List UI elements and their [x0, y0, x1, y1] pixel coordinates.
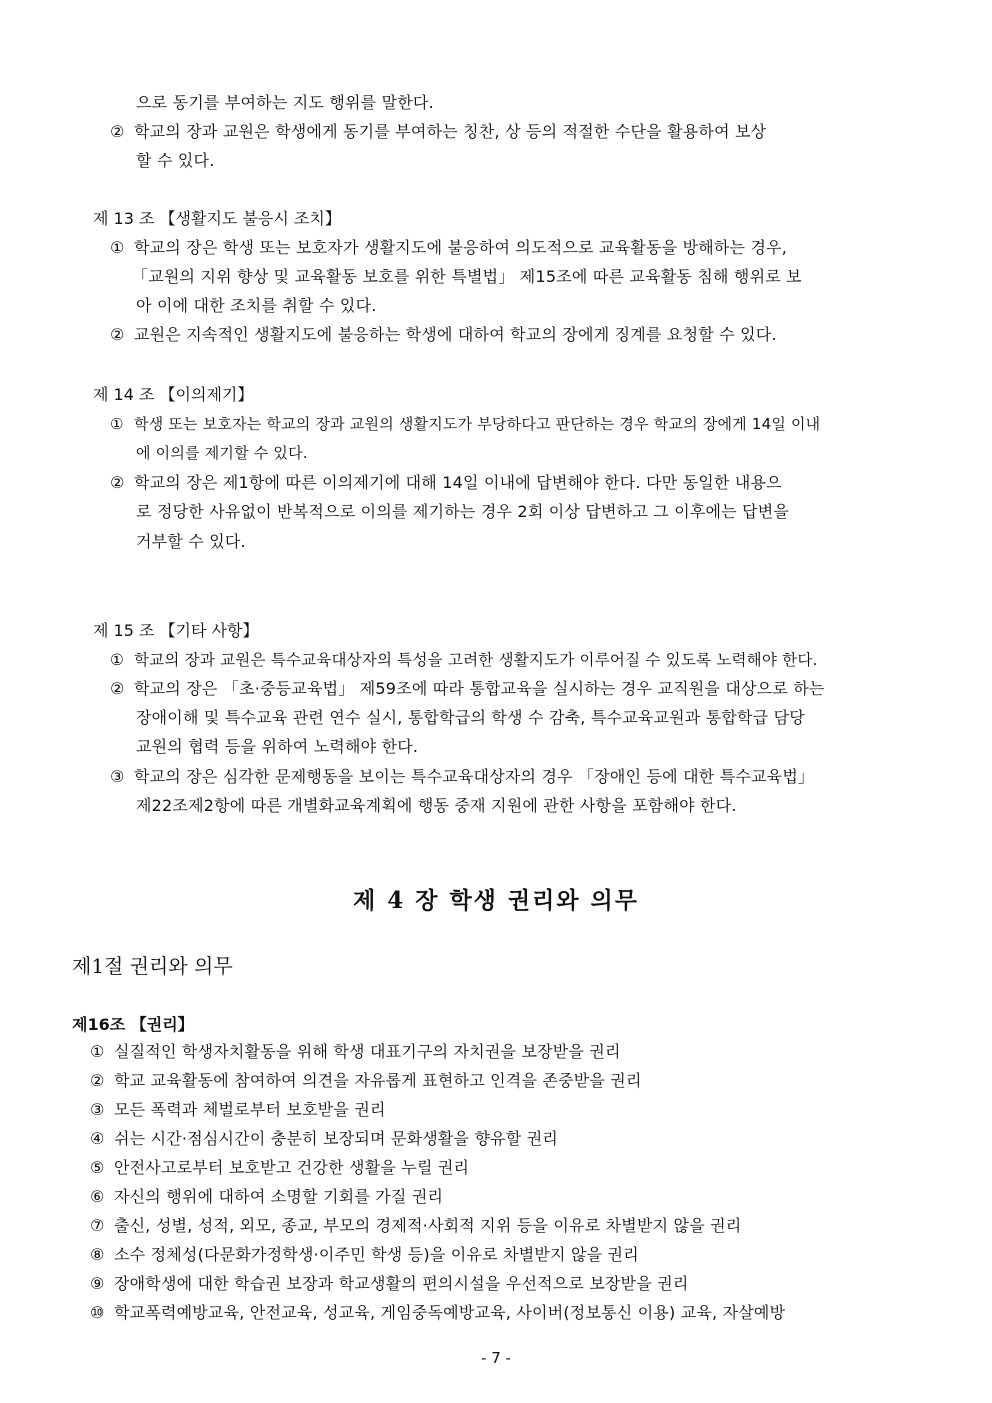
- list-item: ② 학교의 장은 제1항에 따른 이의제기에 대해 14일 이내에 답변해야 한다. 다만 동일한 내용으: [110, 473, 782, 492]
- list-item: ① 학교의 장과 교원은 특수교육대상자의 특성을 고려한 생활지도가 이루어질 수 있도록 노력해야 한다.: [110, 651, 818, 669]
- chapter-title: 제 4 장 학생 권리와 의무: [352, 887, 639, 914]
- item-marker: ③: [110, 767, 125, 786]
- list-item: ⑧ 소수 정체성(다문화가정학생·이주민 학생 등)을 이유로 차별받지 않을 권리: [90, 1245, 639, 1264]
- list-item-cont: 할 수 있다.: [136, 151, 215, 170]
- item-marker: ①: [110, 651, 125, 669]
- item-marker: ①: [110, 415, 124, 433]
- list-item-cont: 거부할 수 있다.: [136, 532, 246, 551]
- page-number: - 7 -: [481, 1349, 511, 1367]
- list-item: ⑩ 학교폭력예방교육, 안전교육, 성교육, 게임중독예방교육, 사이버(정보통신 이용) 교육, 자살예방: [90, 1303, 786, 1322]
- list-item: ① 학생 또는 보호자는 학교의 장과 교원의 생활지도가 부당하다고 판단하는 경우 학교의 장에게 14일 이내: [110, 415, 821, 433]
- list-item: ② 학교의 장과 교원은 학생에게 동기를 부여하는 칭찬, 상 등의 적절한 수단을 활용하여 보상: [110, 122, 767, 141]
- section-title: 제1절 권리와 의무: [72, 954, 233, 978]
- item-marker: ②: [110, 325, 125, 344]
- list-item-cont: 장애이해 및 특수교육 관련 연수 실시, 통합학급의 학생 수 감축, 특수교육교원과 통합학급 담당: [136, 708, 805, 727]
- list-item: ⑨ 장애학생에 대한 학습권 보장과 학교생활의 편의시설을 우선적으로 보장받을 권리: [90, 1274, 689, 1293]
- list-item: ⑤ 안전사고로부터 보호받고 건강한 생활을 누릴 권리: [90, 1158, 470, 1177]
- list-item-cont: 아 이에 대한 조치를 취할 수 있다.: [136, 296, 377, 315]
- item-marker: ②: [110, 679, 125, 698]
- list-item-cont: 제22조제2항에 따른 개별화교육계획에 행동 중재 지원에 관한 사항을 포함해야 한다.: [136, 796, 737, 815]
- item-marker: ②: [110, 122, 125, 141]
- list-item-cont: 「교원의 지위 향상 및 교육활동 보호를 위한 특별법」 제15조에 따른 교육활동 침해 행위로 보: [132, 267, 802, 286]
- list-item: ② 교원은 지속적인 생활지도에 불응하는 학생에 대하여 학교의 장에게 징계를 요청할 수 있다.: [110, 325, 777, 344]
- article-heading: 제16조 【권리】: [72, 1015, 194, 1034]
- article-heading: 제 13 조 【생활지도 불응시 조치】: [93, 209, 341, 228]
- list-item: ② 학교의 장은 「초·중등교육법」 제59조에 따라 통합교육을 실시하는 경우 교직원을 대상으로 하는: [110, 679, 825, 698]
- list-item: ④ 쉬는 시간·점심시간이 충분히 보장되며 문화생활을 향유할 권리: [90, 1129, 559, 1148]
- continuation-line: 으로 동기를 부여하는 지도 행위를 말한다.: [136, 93, 434, 112]
- list-item-cont: 교원의 협력 등을 위하여 노력해야 한다.: [136, 737, 419, 756]
- list-item-cont: 로 정당한 사유없이 반복적으로 이의를 제기하는 경우 2회 이상 답변하고 그 이후에는 답변을: [136, 502, 790, 521]
- list-item: ③ 학교의 장은 심각한 문제행동을 보이는 특수교육대상자의 경우 「장애인 등에 대한 특수교육법」: [110, 767, 815, 786]
- list-item: ① 학교의 장은 학생 또는 보호자가 생활지도에 불응하여 의도적으로 교육활동을 방해하는 경우,: [110, 238, 788, 257]
- list-item: ⑥ 자신의 행위에 대하여 소명할 기회를 가질 권리: [90, 1187, 444, 1206]
- article-heading: 제 14 조 【이의제기】: [93, 385, 254, 404]
- item-marker: ②: [110, 473, 125, 492]
- list-item: ③ 모든 폭력과 체벌로부터 보호받을 권리: [90, 1100, 386, 1119]
- list-item: ⑦ 출신, 성별, 성적, 외모, 종교, 부모의 경제적·사회적 지위 등을 이유로 차별받지 않을 권리: [90, 1216, 742, 1235]
- article-heading: 제 15 조 【기타 사항】: [93, 621, 259, 640]
- list-item: ① 실질적인 학생자치활동을 위해 학생 대표기구의 자치권을 보장받을 권리: [90, 1042, 621, 1061]
- list-item: ② 학교 교육활동에 참여하여 의견을 자유롭게 표현하고 인격을 존중받을 권리: [90, 1071, 642, 1090]
- item-marker: ①: [110, 238, 125, 257]
- list-item-cont: 에 이의를 제기할 수 있다.: [136, 444, 308, 462]
